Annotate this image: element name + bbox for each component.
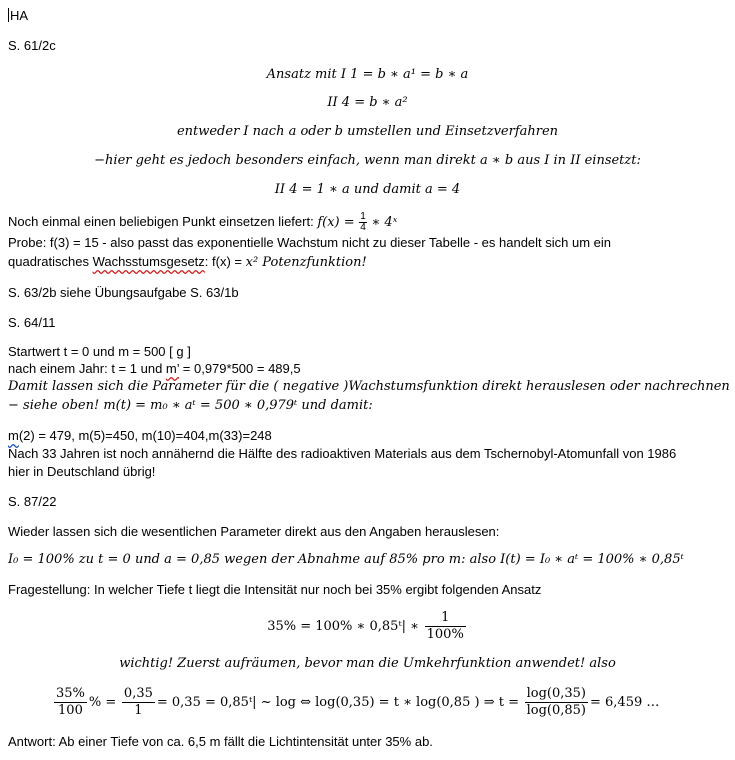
year-post: = 0,979*500 = 489,5 xyxy=(179,361,301,376)
section-label-s87: S. 87/22 xyxy=(8,494,57,509)
solution-line xyxy=(52,682,659,723)
note-line-1: Nach 33 Jahren ist noch annähernd die Hälfte des radioaktiven Materials aus dem Tschernobyl-Atomunfall von 1986 xyxy=(8,446,677,461)
equation-result: II 4 = 1 ∗ a und damit a = 4 xyxy=(274,182,461,197)
point-line xyxy=(8,210,397,235)
params-line: I₀ = 100% zu t = 0 und a = 0,85 wegen der Abnahme auf 85% pro m: also I(t) = I₀ ∗ aᵗ = 100% ∗ 0,85ᵗ xyxy=(8,552,684,567)
ansatz-pre: 35% = 100% ∗ 0,85ᵗ| ∗ xyxy=(267,619,420,634)
solution-frac-2-den: 1 xyxy=(134,703,143,719)
probe-line-1: Probe: f(3) = 15 - also passt das exponentielle Wachstum nicht zu dieser Tabelle - es handelt sich um ein xyxy=(8,235,612,250)
solution-frac-3-den: log(0,85) xyxy=(526,703,586,719)
ansatz-line xyxy=(0,606,735,647)
year-word[interactable]: m’ xyxy=(165,361,180,376)
misspelled-word[interactable]: Wachsstumsgesetz xyxy=(92,254,205,269)
solution-frac-3-num: log(0,35) xyxy=(526,686,586,702)
point-fraction xyxy=(359,212,367,233)
question-line: Fragestellung: In welcher Tiefe t liegt die Intensität nur noch bei 35% ergibt folgenden Ansatz xyxy=(8,582,542,597)
probe2-math: x² Potenzfunktion! xyxy=(245,255,367,270)
solution-f3-post: = 6,459 … xyxy=(590,695,660,710)
point-fx: f(x) = xyxy=(317,215,355,230)
solution-frac-3 xyxy=(525,686,588,719)
section-s63: S. 63/2b siehe Übungsaufgabe S. 63/1b xyxy=(8,285,239,300)
point-tail: ∗ 4ˣ xyxy=(371,215,398,230)
param-line-2: − siehe oben! m(t) = m₀ ∗ aᵗ = 500 ∗ 0,979ᵗ und damit: xyxy=(8,398,373,413)
ansatz-frac-den: 100% xyxy=(426,627,464,643)
point-text: Noch einmal einen beliebigen Punkt einsetzen liefert: xyxy=(8,214,314,229)
solution-frac-1-num: 35% xyxy=(56,686,85,702)
ansatz-fraction xyxy=(425,610,466,643)
probe2-mid: : f(x) = xyxy=(204,254,246,269)
start-value-line: Startwert t = 0 und m = 500 [ g ] xyxy=(8,344,191,359)
equation-ansatz-2: II 4 = b ∗ a² xyxy=(327,95,408,110)
solution-f1-post: % = xyxy=(88,695,117,710)
solution-frac-1-den: 100 xyxy=(58,703,83,719)
hint-line: wichtig! Zuerst aufräumen, bevor man die Umkehrfunktion anwendet! also xyxy=(119,656,616,671)
intro-line: Wieder lassen sich die wesentlichen Parameter direkt aus den Angaben herauslesen: xyxy=(8,524,500,539)
answer-line: Antwort: Ab einer Tiefe von ca. 6,5 m fällt die Lichtintensität unter 35% ab. xyxy=(8,734,433,749)
solution-frac-2 xyxy=(122,686,155,719)
equation-ansatz-1: Ansatz mit I 1 = b ∗ a¹ = b ∗ a xyxy=(266,67,469,82)
point-frac-num: 1 xyxy=(360,211,366,223)
solution-frac-2-num: 0,35 xyxy=(123,686,153,702)
equation-note-2: −hier geht es jedoch besonders einfach, wenn man direkt a ∗ b aus I in II einsetzt: xyxy=(94,153,641,168)
note-line-2: hier in Deutschland übrig! xyxy=(8,464,156,479)
doc-title: HA xyxy=(10,8,29,23)
equation-note-1: entweder I nach a oder b umstellen und Einsetzverfahren xyxy=(176,124,559,139)
section-label-s64: S. 64/11 xyxy=(8,315,56,330)
year-line xyxy=(8,361,301,377)
title-line[interactable] xyxy=(8,8,28,24)
point-frac-den: 4 xyxy=(360,222,366,234)
solution-frac-1 xyxy=(54,686,87,719)
values-word[interactable]: m xyxy=(8,428,19,443)
year-pre: nach einem Jahr: t = 1 und xyxy=(8,361,166,376)
solution-f2-post: = 0,35 = 0,85ᵗ| ~ log ⇔ log(0,35) = t ∗ log(0,85 ) ⇒ t = xyxy=(156,695,519,710)
probe2-pre: quadratisches xyxy=(8,254,93,269)
text-cursor xyxy=(8,8,9,22)
ansatz-frac-num: 1 xyxy=(425,610,466,627)
values-line xyxy=(8,428,272,444)
section-label-s61: S. 61/2c xyxy=(8,38,56,53)
values-post: (2) = 479, m(5)=450, m(10)=404,m(33)=248 xyxy=(18,428,272,443)
probe-line-2 xyxy=(8,254,367,271)
param-line-1: Damit lassen sich die Parameter für die ( negative )Wachstumsfunktion direkt herauslesen oder nachrechnen xyxy=(8,379,730,394)
